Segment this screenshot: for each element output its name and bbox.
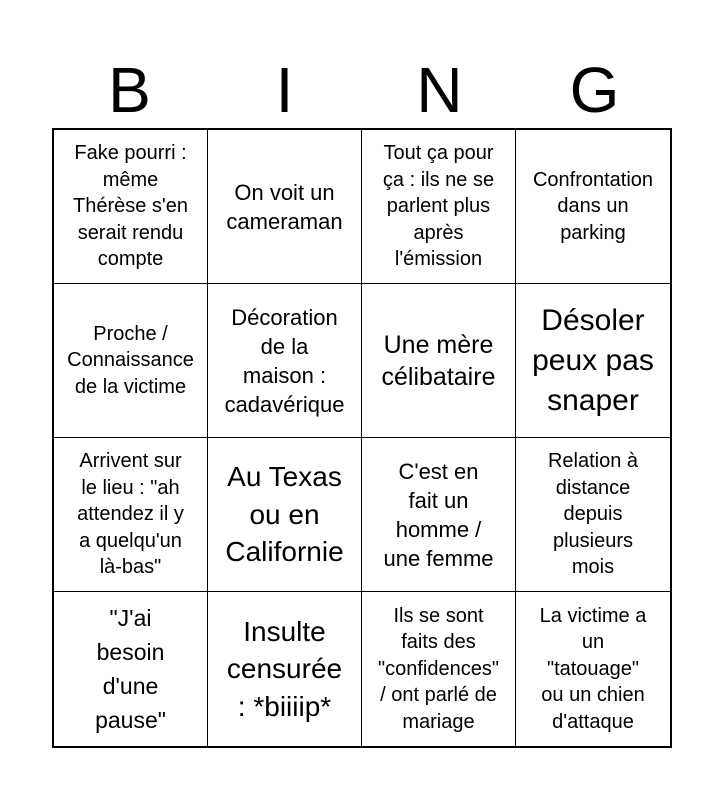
bingo-cell-text: Fake pourri : même Thérèse s'en serait rendu compte xyxy=(73,142,188,271)
bingo-cell-4-2[interactable] xyxy=(208,592,362,746)
bingo-cell-1-3[interactable] xyxy=(362,130,516,284)
header-letter-i: I xyxy=(275,54,294,126)
bingo-cell-text: La victime a un "tatouage" ou un chien d'attaque xyxy=(539,604,647,733)
bingo-cell-2-4[interactable] xyxy=(516,284,670,438)
bingo-cell-text: Confrontation dans un parking xyxy=(532,168,654,244)
bingo-cell-2-3[interactable] xyxy=(362,284,516,438)
bingo-cell-text: Proche / Connaissance de la victime xyxy=(67,322,194,398)
bingo-cell-1-4[interactable] xyxy=(516,130,670,284)
bingo-cell-text: Arrivent sur le lieu : "ah attendez il y a quelqu'un là-bas" xyxy=(77,450,184,579)
header-letter-b: B xyxy=(108,54,151,126)
bingo-cell-2-2[interactable] xyxy=(208,284,362,438)
bingo-cell-3-1[interactable] xyxy=(54,438,208,592)
bingo-cell-2-1[interactable] xyxy=(54,284,208,438)
header-letter-g: G xyxy=(569,54,620,126)
bingo-cell-text: Tout ça pour ça : ils ne se parlent plus après l'émission xyxy=(382,142,495,271)
bingo-board xyxy=(52,128,672,748)
bingo-cell-4-4[interactable] xyxy=(516,592,670,746)
bingo-cell-text: Insulte censurée : *biiiip* xyxy=(226,615,343,722)
header-letter-n: N xyxy=(416,54,463,126)
bingo-cell-text: Décoration de la maison : cadavérique xyxy=(224,304,345,417)
bingo-cell-text: Relation à distance depuis plusieurs mois xyxy=(547,450,639,579)
bingo-cell-text: "J'ai besoin d'une pause" xyxy=(95,605,166,733)
bingo-cell-3-4[interactable] xyxy=(516,438,670,592)
bingo-cell-text: Une mère célibataire xyxy=(381,330,496,391)
bingo-cell-4-3[interactable] xyxy=(362,592,516,746)
bingo-cell-1-2[interactable] xyxy=(208,130,362,284)
bingo-cell-3-2[interactable] xyxy=(208,438,362,592)
bingo-cell-4-1[interactable] xyxy=(54,592,208,746)
bingo-cell-text: On voit un cameraman xyxy=(226,179,343,234)
bingo-cell-text: Désoler peux pas snaper xyxy=(532,303,654,417)
bingo-header xyxy=(52,52,672,128)
bingo-cell-3-3[interactable] xyxy=(362,438,516,592)
bingo-cell-text: C'est en fait un homme / une femme xyxy=(383,458,494,571)
bingo-cell-1-1[interactable] xyxy=(54,130,208,284)
bingo-cell-text: Au Texas ou en Californie xyxy=(225,461,344,568)
bingo-cell-text: Ils se sont faits des "confidences" / ont parlé de mariage xyxy=(378,604,499,733)
